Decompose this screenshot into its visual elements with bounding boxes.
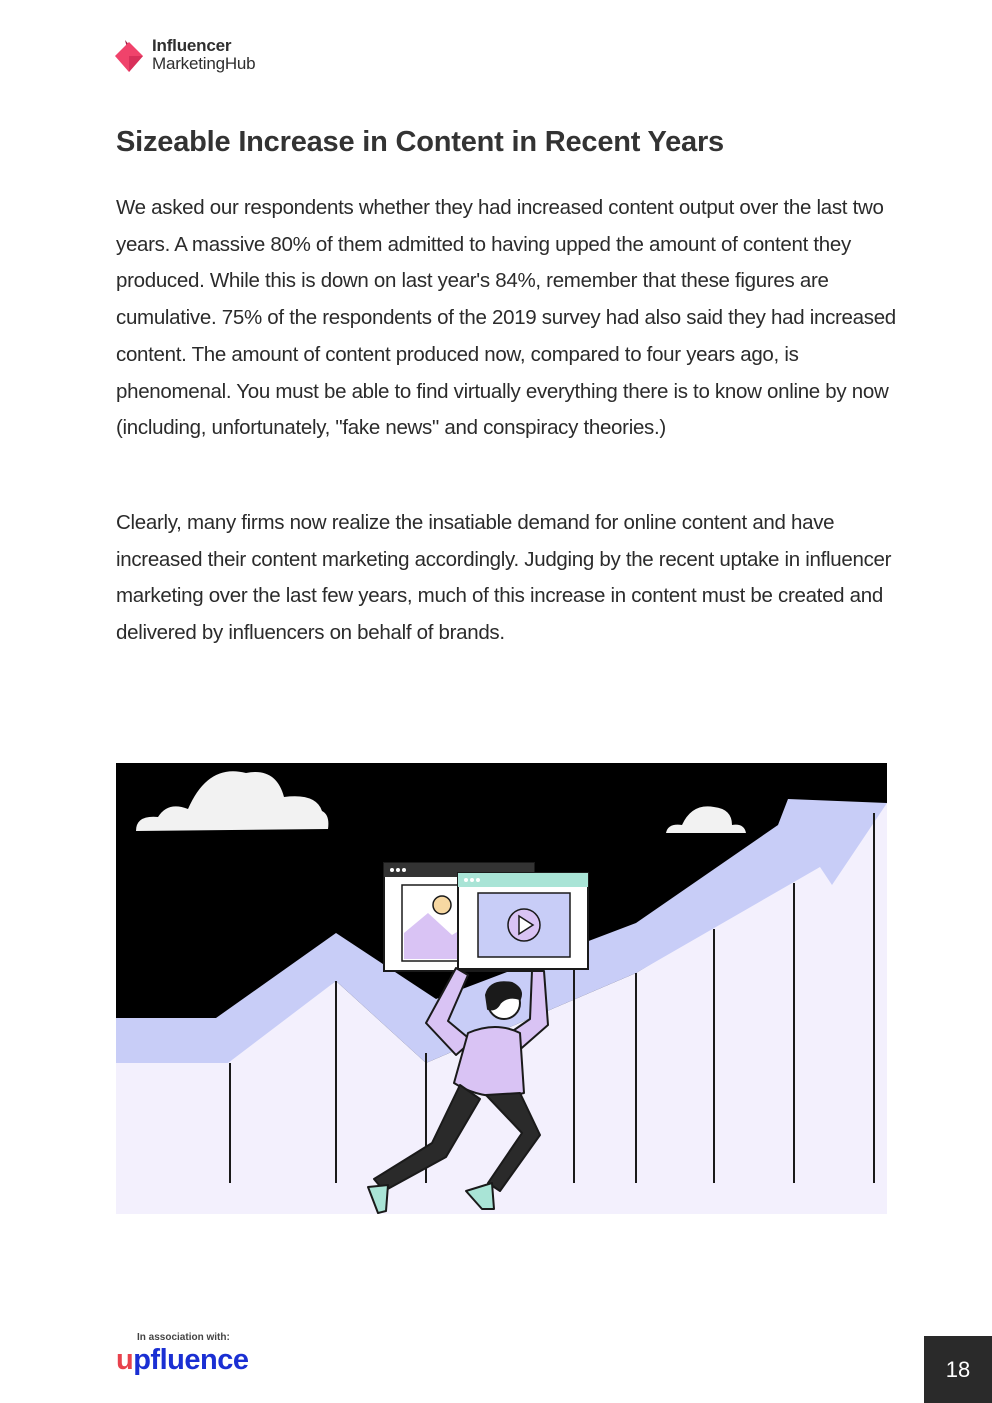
partner-logo [116,1344,248,1377]
brand-logo-icon [115,38,149,74]
page-number: 18 [924,1336,992,1403]
page-title: Sizeable Increase in Content in Recent Years [116,126,724,158]
growth-illustration [116,763,887,1214]
brand-name-line2: MarketingHub [152,54,256,73]
association-label: In association with: [137,1332,230,1343]
video-window-icon [458,873,588,969]
partner-logo-prefix: u [116,1344,134,1376]
brand-logo [115,36,295,80]
body-paragraph: Clearly, many firms now realize the insatiable demand for online content and have increased their content marketing accordingly. Judging by the recent uptake in influencer marketing over the last few years, much of this increase in content must be created and delivered by influencers on behalf of brands. [116,511,892,645]
body-paragraph: We asked our respondents whether they had increased content output over the last two years. A massive 80% of them admitted to having upped the amount of content they produced. While this is down on last year's 84%, remember that these figures are cumulative. 75% of the respondents of the 2019 survey had also said they had increased content. The amount of content produced now, compared to four years ago, is phenomenal. You must be able to find virtually everything there is to know online by now (including, unfortunately, "fake news" and conspiracy theories.) [116,196,896,440]
partner-logo-name: pfluence [133,1344,249,1376]
brand-name-line1: Influencer [152,36,232,55]
growth-illustration-svg [116,763,887,1214]
